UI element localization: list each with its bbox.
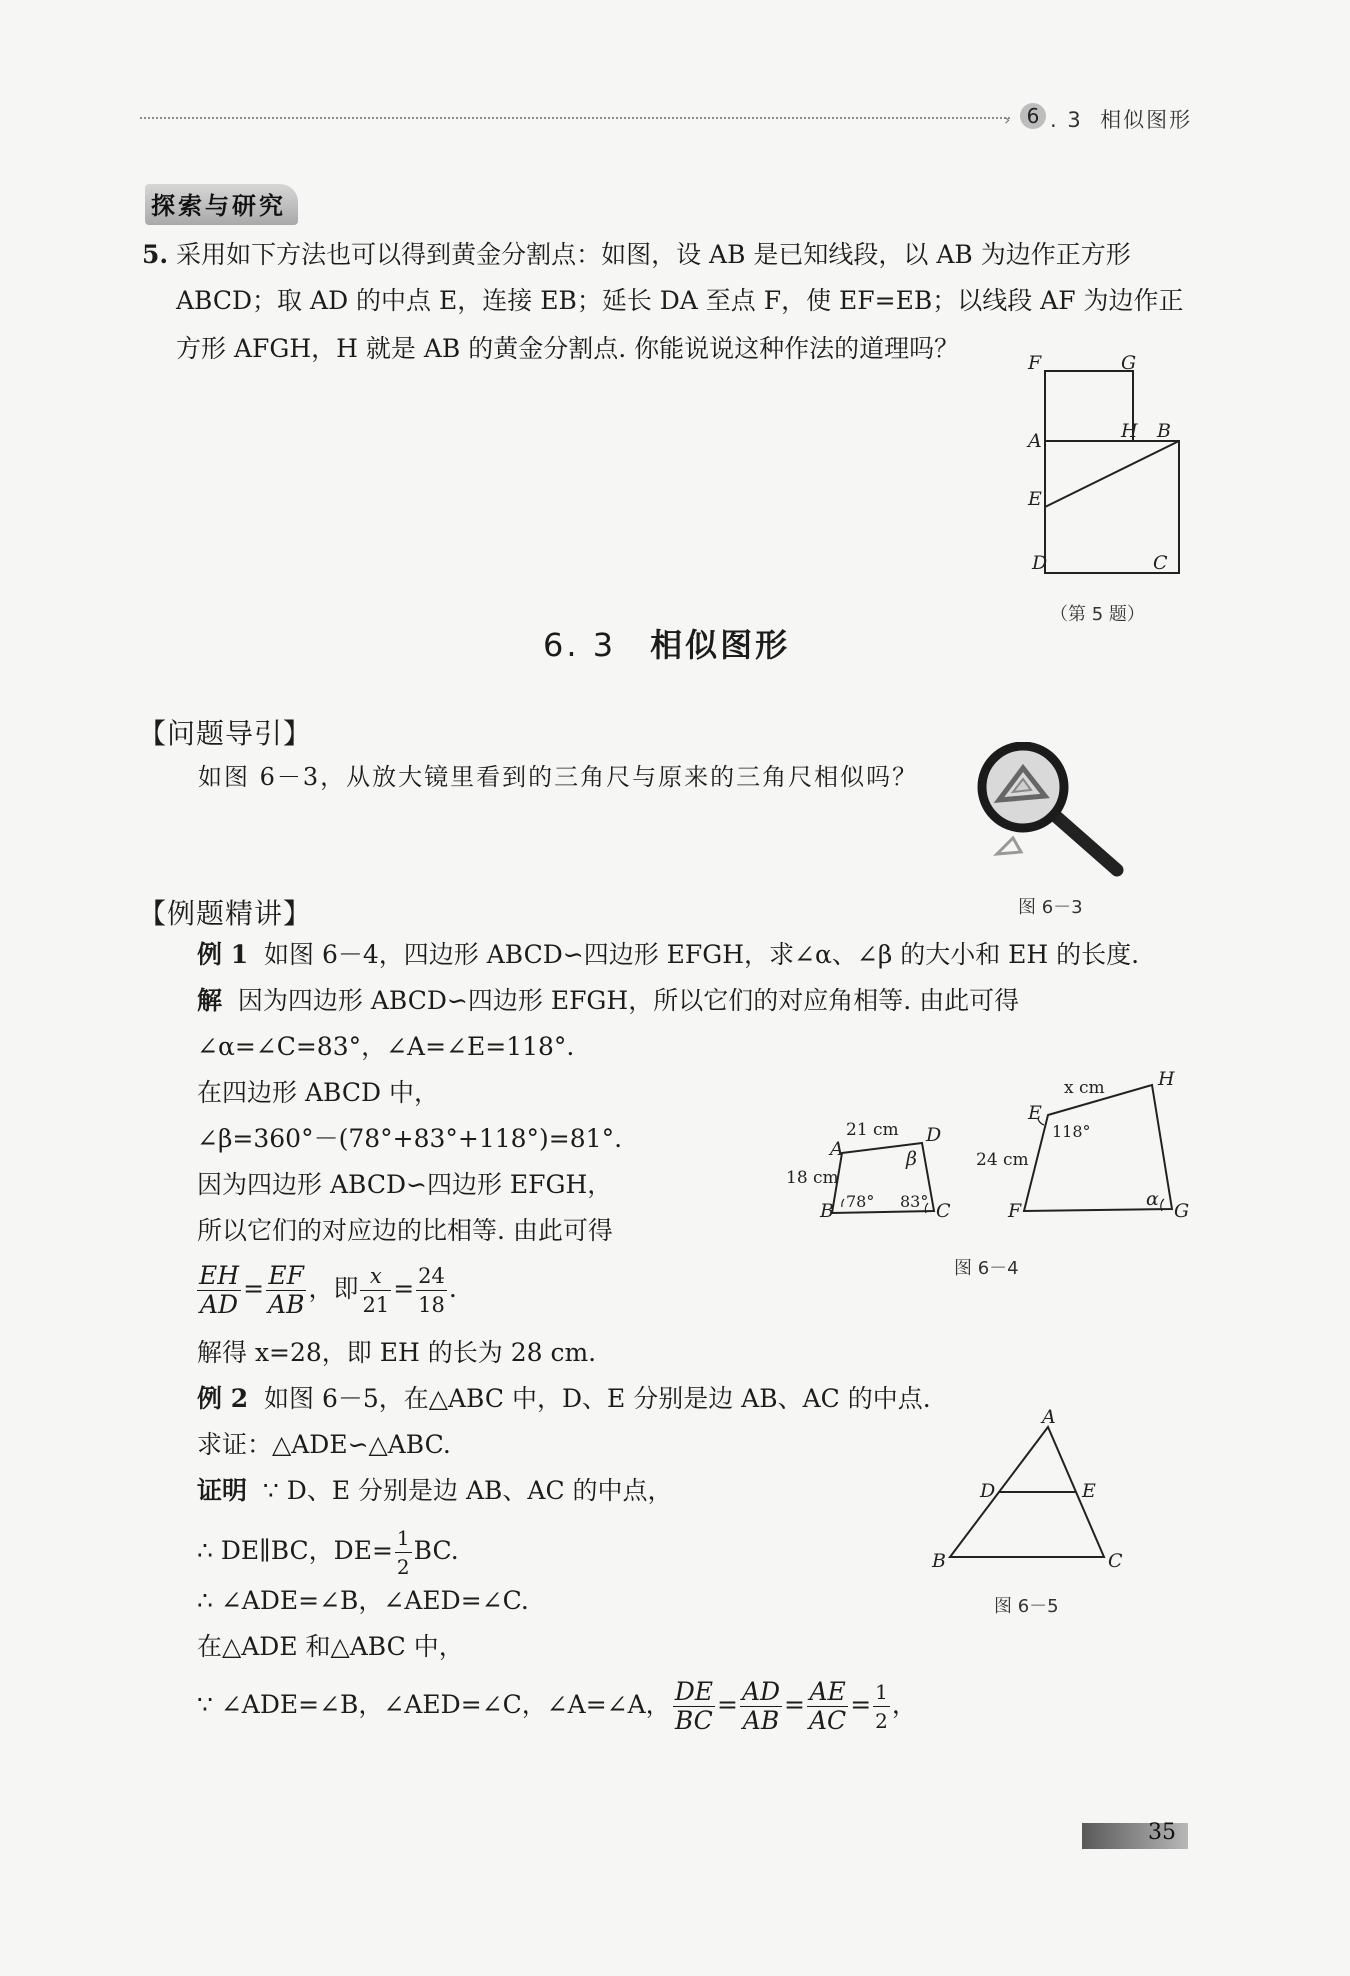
example-1-solution-line-5: 因为四边形 ABCD∽四边形 EFGH， [197,1170,613,1199]
example-2-proof-line-2: ∴ DE∥BC，DE= $\frac{1}{2}$ BC. [197,1526,459,1579]
label-h: H [1121,420,1138,442]
example-2-question: 例 2 如图 6－5，在△ABC 中，D、E 分别是边 AB、AC 的中点. [197,1384,931,1413]
fraction-ad-ab: $\frac{AD}{AB}$ [741,1677,781,1735]
example-2-proof-line-1: 证明 ∵ D、E 分别是边 AB、AC 的中点， [197,1476,673,1505]
example-1-solution-line-1: 解 因为四边形 ABCD∽四边形 EFGH，所以它们的对应角相等. 由此可得 [197,986,1020,1015]
figure-6-4-quadrilaterals [770,1065,1190,1235]
label-f: F [1008,1200,1022,1222]
example-2-proof-line-5: ∵ ∠ADE=∠B，∠AED=∠C，∠A=∠A， $\frac{DE}{BC}$ = $\frac{AD}{AB}$ = $\frac{AE}{AC}$ = $\frac{1}{2}$ ， [197,1677,917,1735]
label-g: G [1174,1200,1190,1222]
figure-6-4-caption: 图 6－4 [954,1258,1019,1279]
problem-5-caption: （第 5 题） [1050,604,1145,625]
label-18cm: 18 cm [786,1168,839,1188]
fraction-ae-ac: $\frac{AE}{AC}$ [809,1677,847,1735]
label-e: E [1028,1102,1042,1124]
guide-heading: 【问题导引】 [138,717,313,750]
label-24cm: 24 cm [976,1150,1029,1170]
figure-6-3-caption: 图 6－3 [1018,897,1083,918]
example-1-proportion: $\frac{EH}{AD}$ = $\frac{EF}{AB}$ ，即 $\frac{x}{21}$ = $\frac{24}{18}$ . [199,1261,457,1319]
example-2-proof-line-4: 在△ADE 和△ABC 中， [197,1632,464,1661]
explore-banner: 探索与研究 [145,184,298,225]
problem-5-line-1: 5. 采用如下方法也可以得到黄金分割点：如图，设 AB 是已知线段，以 AB 为边作正方形 [142,240,1131,269]
label-b: B [1157,420,1171,442]
label-83deg: 83° [900,1192,929,1211]
label-xcm: x cm [1064,1078,1105,1098]
fraction-one-half: $\frac{1}{2}$ [396,1526,410,1579]
label-a: A [1042,1406,1056,1428]
fraction-ef-ab: $\frac{EF}{AB}$ [268,1261,305,1319]
label-alpha: α [1146,1188,1159,1210]
fraction-24-18: $\frac{24}{18}$ [418,1264,445,1317]
label-f: F [1028,355,1042,374]
label-e: E [1028,488,1042,510]
guide-text: 如图 6－3，从放大镜里看到的三角尺与原来的三角尺相似吗？ [198,763,919,791]
example-1-solution-line-4: ∠β=360°－(78°+83°+118°)=81°. [197,1124,623,1153]
figure-6-5-triangle [920,1405,1140,1575]
label-small-a: A [830,1138,844,1160]
fraction-one-half-2: $\frac{1}{2}$ [875,1680,888,1733]
label-b: B [932,1550,946,1572]
label-c: C [1108,1550,1123,1572]
magnifier-illustration [975,742,1135,882]
segment-eb [1045,441,1179,507]
example-1-solution-line-2: ∠α=∠C=83°，∠A=∠E=118°. [197,1032,575,1061]
label-118deg: 118° [1052,1122,1091,1141]
example-2-prove: 求证：△ADE∽△ABC. [197,1430,451,1459]
problem-5-line-2: ABCD；取 AD 的中点 E，连接 EB；延长 DA 至点 F，使 EF=EB；以线段 AF 为边作正 [176,286,1184,315]
chapter-badge: 6 [1020,103,1046,129]
fraction-de-bc: $\frac{DE}{BC}$ [674,1677,713,1735]
header-title: . 3 相似图形 [1050,108,1193,132]
label-c: C [1153,552,1168,574]
examples-heading: 【例题精讲】 [138,897,313,930]
label-small-c: C [936,1200,951,1222]
label-78deg: 78° [846,1192,875,1211]
page-number: 35 [1148,1820,1176,1845]
example-2-proof-line-3: ∴ ∠ADE=∠B，∠AED=∠C. [197,1586,529,1615]
label-g: G [1121,355,1137,374]
example-1-question: 例 1 如图 6－4，四边形 ABCD∽四边形 EFGH，求∠α、∠β 的大小和 EH 的长度. [197,940,1140,969]
label-21cm: 21 cm [846,1120,899,1140]
fraction-x-21: $\frac{x}{21}$ [362,1264,390,1317]
label-small-b: B [820,1200,834,1222]
label-d: D [1032,552,1048,574]
label-beta: β [906,1148,917,1170]
golden-section-figure [1020,355,1180,585]
label-h: H [1158,1068,1175,1090]
header-arrow-icon: › [1004,110,1011,129]
header-rule [140,117,1010,119]
square-afgh [1045,371,1133,441]
label-d: D [980,1480,996,1502]
section-title: 6. 3 相似图形 [543,626,791,664]
label-small-d: D [926,1124,942,1146]
label-e: E [1082,1480,1096,1502]
triangle-ruler-icon [997,838,1021,854]
figure-6-5-caption: 图 6－5 [994,1596,1059,1617]
example-1-solution-line-8: 解得 x=28，即 EH 的长为 28 cm. [197,1338,597,1367]
fraction-eh-ad: $\frac{EH}{AD}$ [199,1261,240,1319]
example-1-solution-line-6: 所以它们的对应边的比相等. 由此可得 [197,1216,613,1245]
problem-5-line-3: 方形 AFGH，H 就是 AB 的黄金分割点. 你能说说这种作法的道理吗？ [176,334,960,363]
label-a: A [1028,430,1042,452]
example-1-solution-line-3: 在四边形 ABCD 中， [197,1078,439,1107]
